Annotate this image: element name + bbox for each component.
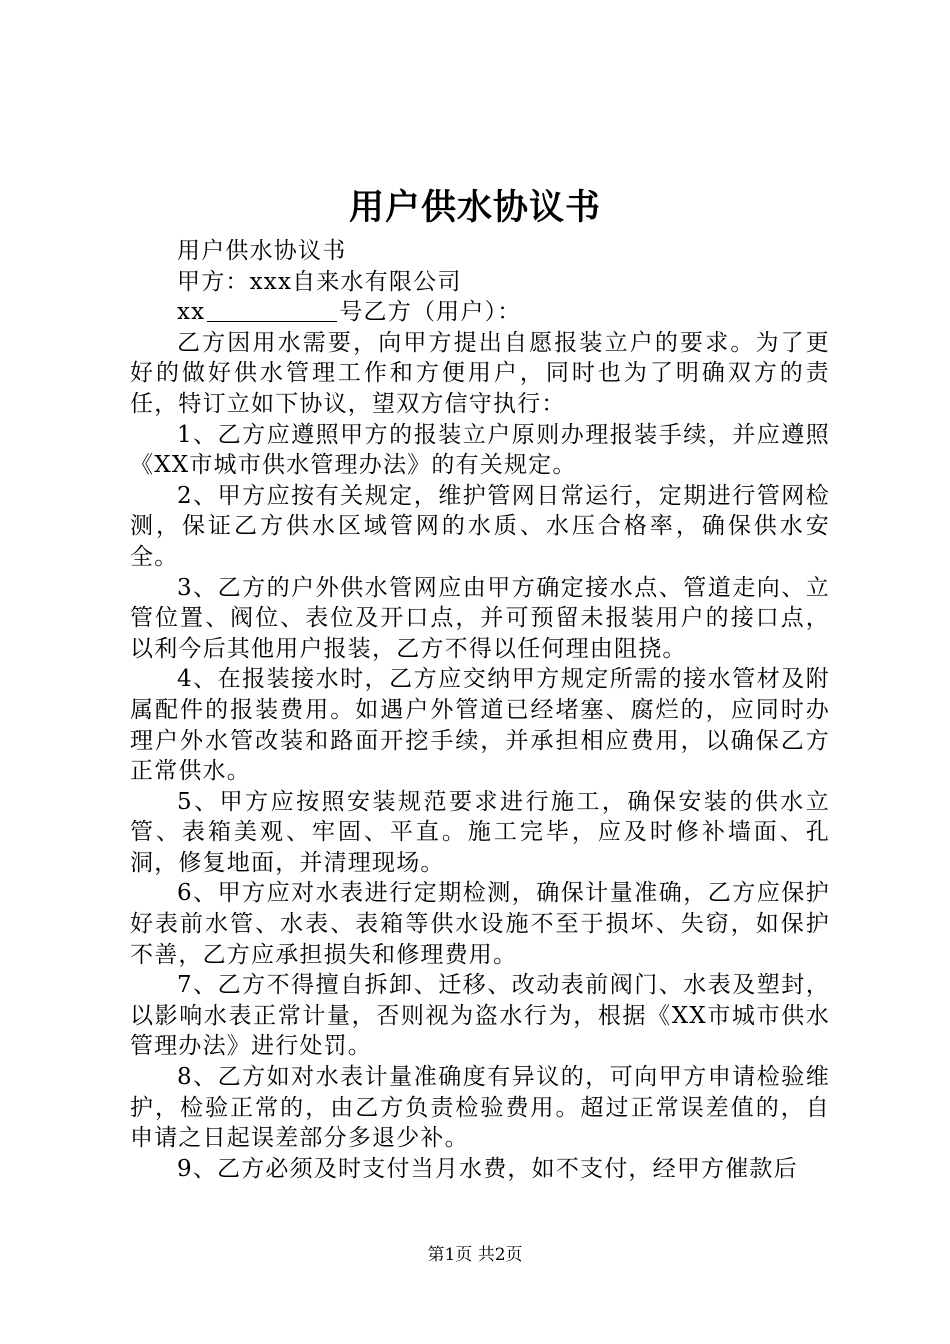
clause-9: 9、乙方必须及时支付当月水费，如不支付，经甲方催款后	[177, 1155, 798, 1182]
clause-4: 4、在报装接水时，乙方应交纳甲方规定所需的接水管材及附属配件的报装费用。如遇户外管道已经堵塞、腐烂的，应同时办理户外水管改装和路面开挖手续，并承担相应费用，以确保乙方正常供水。	[130, 666, 830, 785]
document-body	[130, 236, 830, 1184]
clause-8: 8、乙方如对水表计量准确度有异议的，可向甲方申请检验维护，检验正常的，由乙方负责检验费用。超过正常误差值的，自申请之日起误差部分多退少补。	[130, 1064, 830, 1152]
clause-1: 1、乙方应遵照甲方的报装立户原则办理报装手续，并应遵照《XX市城市供水管理办法》的有关规定。	[130, 421, 830, 479]
party-b-blank	[207, 299, 337, 322]
party-b-prefix: xx	[177, 299, 206, 326]
party-b-line	[130, 297, 830, 328]
clause-7: 7、乙方不得擅自拆卸、迁移、改动表前阀门、水表及塑封，以影响水表正常计量，否则视为盗水行为，根据《XX市城市供水管理办法》进行处罚。	[130, 972, 830, 1060]
document-subtitle: 用户供水协议书	[177, 238, 347, 264]
party-a-line: 甲方：xxx自来水有限公司	[177, 268, 462, 295]
clause-3: 3、乙方的户外供水管网应由甲方确定接水点、管道走向、立管位置、阀位、表位及开口点，并可预留未报装用户的接口点，以利今后其他用户报装，乙方不得以任何理由阻挠。	[130, 574, 830, 662]
document-title: 用户供水协议书	[348, 187, 601, 228]
clause-6: 6、甲方应对水表进行定期检测，确保计量准确，乙方应保护好表前水管、水表、表箱等供水设施不至于损坏、失窃，如保护不善，乙方应承担损失和修理费用。	[130, 880, 830, 968]
intro-paragraph: 乙方因用水需要，向甲方提出自愿报装立户的要求。为了更好的做好供水管理工作和方便用户，同时也为了明确双方的责任，特订立如下协议，望双方信守执行：	[130, 329, 830, 417]
clause-5: 5、甲方应按照安装规范要求进行施工，确保安装的供水立管、表箱美观、牢固、平直。施工完毕，应及时修补墙面、孔洞，修复地面，并清理现场。	[130, 788, 830, 876]
party-b-suffix: 号乙方（用户）：	[339, 299, 522, 326]
page-footer: 第1页 共2页	[427, 1245, 523, 1265]
clause-2: 2、甲方应按有关规定，维护管网日常运行，定期进行管网检测，保证乙方供水区域管网的水质、水压合格率，确保供水安全。	[130, 482, 830, 570]
